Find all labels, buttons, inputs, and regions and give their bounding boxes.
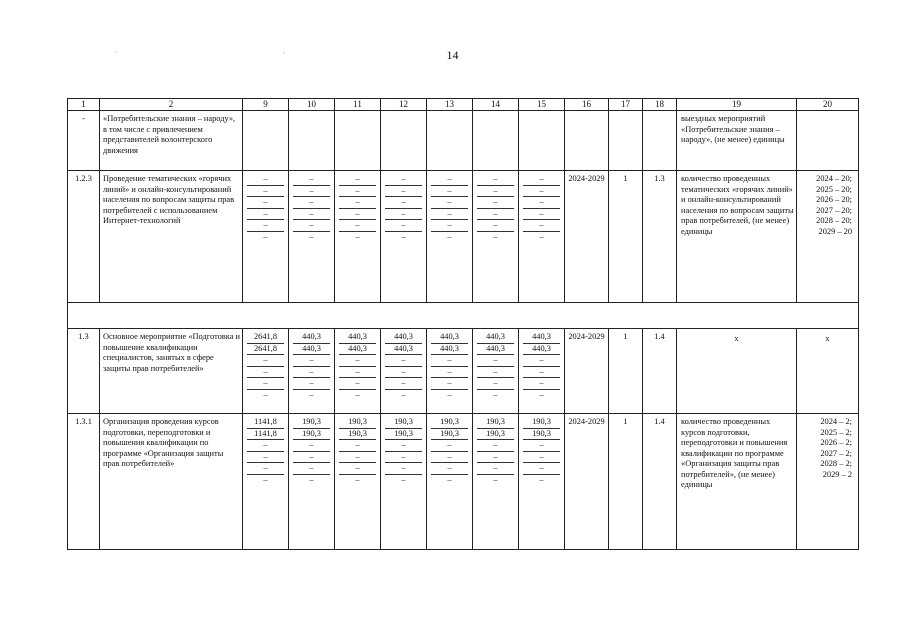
funding-value: – bbox=[477, 452, 514, 464]
funding-value: – bbox=[447, 474, 452, 484]
funding-value: – bbox=[385, 440, 422, 452]
activity-name: «Потребительские знания – народу», в том числе с привлечением представителей волонтерского движения bbox=[100, 111, 243, 171]
funding-value: – bbox=[339, 378, 376, 390]
funding-value: 190,3 bbox=[431, 429, 468, 441]
indicator: x bbox=[677, 329, 797, 414]
period: 2024-2029 bbox=[565, 329, 609, 414]
funding-value: – bbox=[431, 440, 468, 452]
funding-value: – bbox=[477, 174, 514, 186]
header-cell: 11 bbox=[335, 99, 381, 111]
funding-value: – bbox=[293, 186, 330, 198]
funding-value: 2641,8 bbox=[247, 344, 284, 356]
funding-value: – bbox=[477, 197, 514, 209]
funding-value: – bbox=[339, 197, 376, 209]
row-number: 1.3.1 bbox=[68, 414, 100, 550]
funding-value: – bbox=[247, 220, 284, 232]
funding-value: 190,3 bbox=[477, 417, 514, 429]
funding-value: – bbox=[431, 186, 468, 198]
funding-cell bbox=[381, 111, 427, 171]
funding-value: – bbox=[539, 474, 544, 484]
funding-value: – bbox=[339, 209, 376, 221]
empty-cell bbox=[68, 303, 859, 329]
header-cell: 18 bbox=[643, 99, 677, 111]
funding-cell bbox=[519, 414, 565, 550]
funding-value: – bbox=[293, 378, 330, 390]
funding-value: – bbox=[523, 174, 560, 186]
header-cell: 10 bbox=[289, 99, 335, 111]
funding-value: – bbox=[293, 355, 330, 367]
funding-value: 190,3 bbox=[339, 417, 376, 429]
funding-value: – bbox=[309, 389, 314, 399]
col-18 bbox=[643, 111, 677, 171]
funding-value: – bbox=[401, 231, 406, 241]
funding-cell bbox=[243, 171, 289, 303]
col-18: 1.3 bbox=[643, 171, 677, 303]
funding-cell bbox=[381, 414, 427, 550]
indicator: выездных мероприятий «Потребительские знания – народу», (не менее) единицы bbox=[677, 111, 797, 171]
targets: x bbox=[797, 329, 859, 414]
table-row bbox=[68, 414, 859, 550]
funding-value: 1141,8 bbox=[247, 417, 284, 429]
funding-value: – bbox=[523, 220, 560, 232]
indicator: количество проведенных курсов подготовки, переподготовки и повышения квалификации по программе «Организация защиты прав потребителей», (не менее) единицы bbox=[677, 414, 797, 550]
funding-value: – bbox=[477, 220, 514, 232]
funding-value: – bbox=[339, 463, 376, 475]
funding-value: – bbox=[523, 186, 560, 198]
funding-value: 440,3 bbox=[293, 344, 330, 356]
funding-value: – bbox=[339, 186, 376, 198]
funding-cell bbox=[427, 329, 473, 414]
funding-value: 440,3 bbox=[477, 332, 514, 344]
funding-value: – bbox=[355, 231, 360, 241]
funding-value: – bbox=[263, 231, 268, 241]
funding-value: – bbox=[385, 355, 422, 367]
page-number: 14 bbox=[446, 48, 459, 62]
targets bbox=[797, 111, 859, 171]
funding-value: – bbox=[431, 174, 468, 186]
funding-value: – bbox=[447, 389, 452, 399]
funding-value: 2641,8 bbox=[247, 332, 284, 344]
header-cell: 16 bbox=[565, 99, 609, 111]
funding-cell bbox=[473, 111, 519, 171]
header-cell: 13 bbox=[427, 99, 473, 111]
funding-value: – bbox=[431, 355, 468, 367]
funding-value: – bbox=[431, 220, 468, 232]
header-cell: 2 bbox=[100, 99, 243, 111]
program-table bbox=[67, 98, 859, 550]
empty-row bbox=[68, 303, 859, 329]
funding-value: 440,3 bbox=[385, 332, 422, 344]
targets: 2024 – 2; 2025 – 2; 2026 – 2; 2027 – 2; 2028 – 2; 2029 – 2 bbox=[797, 414, 859, 550]
funding-value: – bbox=[447, 231, 452, 241]
funding-value: – bbox=[385, 220, 422, 232]
col-18: 1.4 bbox=[643, 329, 677, 414]
funding-value: – bbox=[523, 209, 560, 221]
funding-cell bbox=[519, 111, 565, 171]
funding-cell bbox=[519, 171, 565, 303]
funding-value: – bbox=[523, 440, 560, 452]
funding-cell bbox=[427, 111, 473, 171]
funding-value: – bbox=[523, 197, 560, 209]
funding-value: 190,3 bbox=[431, 417, 468, 429]
funding-value: – bbox=[431, 367, 468, 379]
period: 2024-2029 bbox=[565, 414, 609, 550]
funding-value: 190,3 bbox=[293, 417, 330, 429]
activity-name: Основное мероприятие «Подготовка и повышение квалификации специалистов, занятых в сфере защиты прав потребителей» bbox=[100, 329, 243, 414]
funding-value: – bbox=[385, 186, 422, 198]
funding-value: – bbox=[339, 440, 376, 452]
header-cell: 12 bbox=[381, 99, 427, 111]
funding-value: – bbox=[385, 367, 422, 379]
header-cell: 19 bbox=[677, 99, 797, 111]
funding-value: – bbox=[293, 209, 330, 221]
funding-value: 440,3 bbox=[523, 344, 560, 356]
funding-value: – bbox=[477, 367, 514, 379]
funding-value: 190,3 bbox=[339, 429, 376, 441]
row-number: 1.2.3 bbox=[68, 171, 100, 303]
funding-value: – bbox=[431, 209, 468, 221]
col-17: 1 bbox=[609, 171, 643, 303]
funding-cell bbox=[381, 329, 427, 414]
col-18: 1.4 bbox=[643, 414, 677, 550]
funding-value: 440,3 bbox=[477, 344, 514, 356]
funding-value: – bbox=[355, 474, 360, 484]
funding-value: – bbox=[385, 378, 422, 390]
funding-cell bbox=[335, 111, 381, 171]
activity-name: Проведение тематических «горячих линий» и онлайн-консультирований населения по вопросам защиты прав потребителей с использованием Интернет-технологий bbox=[100, 171, 243, 303]
row-number: - bbox=[68, 111, 100, 171]
funding-cell bbox=[335, 171, 381, 303]
funding-cell bbox=[427, 414, 473, 550]
funding-cell bbox=[289, 414, 335, 550]
funding-value: – bbox=[247, 209, 284, 221]
funding-value: – bbox=[339, 220, 376, 232]
funding-value: – bbox=[247, 197, 284, 209]
funding-value: – bbox=[401, 474, 406, 484]
funding-cell bbox=[243, 329, 289, 414]
funding-value: – bbox=[247, 355, 284, 367]
funding-value: 440,3 bbox=[339, 332, 376, 344]
funding-value: 440,3 bbox=[523, 332, 560, 344]
funding-value: – bbox=[293, 463, 330, 475]
funding-value: – bbox=[477, 209, 514, 221]
targets: 2024 – 20; 2025 – 20; 2026 – 20; 2027 – 20; 2028 – 20; 2029 – 20 bbox=[797, 171, 859, 303]
funding-cell bbox=[427, 171, 473, 303]
funding-value: – bbox=[477, 440, 514, 452]
funding-value: 190,3 bbox=[385, 429, 422, 441]
funding-value: – bbox=[339, 367, 376, 379]
funding-cell bbox=[473, 414, 519, 550]
funding-value: 440,3 bbox=[431, 344, 468, 356]
funding-value: – bbox=[247, 452, 284, 464]
funding-value: – bbox=[263, 389, 268, 399]
header-row bbox=[68, 99, 859, 111]
funding-value: – bbox=[247, 174, 284, 186]
funding-value: – bbox=[523, 452, 560, 464]
funding-cell bbox=[243, 414, 289, 550]
funding-value: – bbox=[477, 186, 514, 198]
funding-value: – bbox=[493, 474, 498, 484]
funding-value: – bbox=[339, 355, 376, 367]
funding-value: – bbox=[523, 463, 560, 475]
funding-value: – bbox=[339, 452, 376, 464]
funding-cell bbox=[289, 329, 335, 414]
funding-value: – bbox=[247, 186, 284, 198]
period bbox=[565, 111, 609, 171]
funding-value: 1141,8 bbox=[247, 429, 284, 441]
funding-value: – bbox=[309, 231, 314, 241]
col-17 bbox=[609, 111, 643, 171]
funding-value: – bbox=[431, 452, 468, 464]
funding-value: – bbox=[247, 367, 284, 379]
funding-cell bbox=[381, 171, 427, 303]
funding-value: 440,3 bbox=[431, 332, 468, 344]
funding-value: – bbox=[385, 174, 422, 186]
funding-value: – bbox=[293, 220, 330, 232]
funding-cell bbox=[335, 414, 381, 550]
funding-value: 440,3 bbox=[293, 332, 330, 344]
funding-value: – bbox=[293, 197, 330, 209]
period: 2024-2029 bbox=[565, 171, 609, 303]
scan-speck: ʼ bbox=[115, 50, 118, 59]
table-row bbox=[68, 111, 859, 171]
header-cell: 14 bbox=[473, 99, 519, 111]
funding-value: – bbox=[309, 474, 314, 484]
funding-value: – bbox=[431, 463, 468, 475]
table-row bbox=[68, 329, 859, 414]
funding-cell bbox=[473, 329, 519, 414]
funding-value: 190,3 bbox=[523, 417, 560, 429]
funding-cell bbox=[473, 171, 519, 303]
header-cell: 20 bbox=[797, 99, 859, 111]
funding-value: – bbox=[401, 389, 406, 399]
table-row bbox=[68, 171, 859, 303]
funding-value: – bbox=[385, 209, 422, 221]
funding-value: – bbox=[539, 231, 544, 241]
funding-value: – bbox=[477, 355, 514, 367]
funding-value: 190,3 bbox=[385, 417, 422, 429]
header-cell: 17 bbox=[609, 99, 643, 111]
activity-name: Организация проведения курсов подготовки, переподготовки и повышения квалификации по программе «Организация защиты прав потребителей» bbox=[100, 414, 243, 550]
header-cell: 9 bbox=[243, 99, 289, 111]
funding-value: – bbox=[539, 389, 544, 399]
funding-value: – bbox=[355, 389, 360, 399]
funding-value: – bbox=[431, 378, 468, 390]
funding-value: – bbox=[385, 452, 422, 464]
funding-value: – bbox=[247, 440, 284, 452]
header-cell: 1 bbox=[68, 99, 100, 111]
funding-value: 190,3 bbox=[477, 429, 514, 441]
row-number: 1.3 bbox=[68, 329, 100, 414]
header-cell: 15 bbox=[519, 99, 565, 111]
funding-value: – bbox=[293, 440, 330, 452]
funding-value: – bbox=[431, 197, 468, 209]
funding-value: 190,3 bbox=[523, 429, 560, 441]
funding-cell bbox=[289, 111, 335, 171]
funding-value: 440,3 bbox=[339, 344, 376, 356]
col-17: 1 bbox=[609, 329, 643, 414]
col-17: 1 bbox=[609, 414, 643, 550]
funding-value: – bbox=[523, 367, 560, 379]
scan-speck: ʻ bbox=[283, 50, 286, 59]
funding-value: – bbox=[247, 463, 284, 475]
funding-value: – bbox=[385, 463, 422, 475]
funding-value: – bbox=[493, 231, 498, 241]
funding-value: – bbox=[263, 474, 268, 484]
funding-value: – bbox=[523, 378, 560, 390]
funding-value: – bbox=[477, 378, 514, 390]
funding-value: 440,3 bbox=[385, 344, 422, 356]
funding-value: – bbox=[247, 378, 284, 390]
funding-value: – bbox=[293, 367, 330, 379]
funding-value: 190,3 bbox=[293, 429, 330, 441]
funding-cell bbox=[243, 111, 289, 171]
funding-cell bbox=[335, 329, 381, 414]
funding-value: – bbox=[293, 452, 330, 464]
indicator: количество проведенных тематических «горячих линий» и онлайн-консультирований населения по вопросам защиты прав потребителей, (не менее) единицы bbox=[677, 171, 797, 303]
funding-cell bbox=[289, 171, 335, 303]
funding-value: – bbox=[523, 355, 560, 367]
funding-value: – bbox=[493, 389, 498, 399]
funding-value: – bbox=[477, 463, 514, 475]
funding-cell bbox=[519, 329, 565, 414]
funding-value: – bbox=[385, 197, 422, 209]
funding-value: – bbox=[293, 174, 330, 186]
funding-value: – bbox=[339, 174, 376, 186]
